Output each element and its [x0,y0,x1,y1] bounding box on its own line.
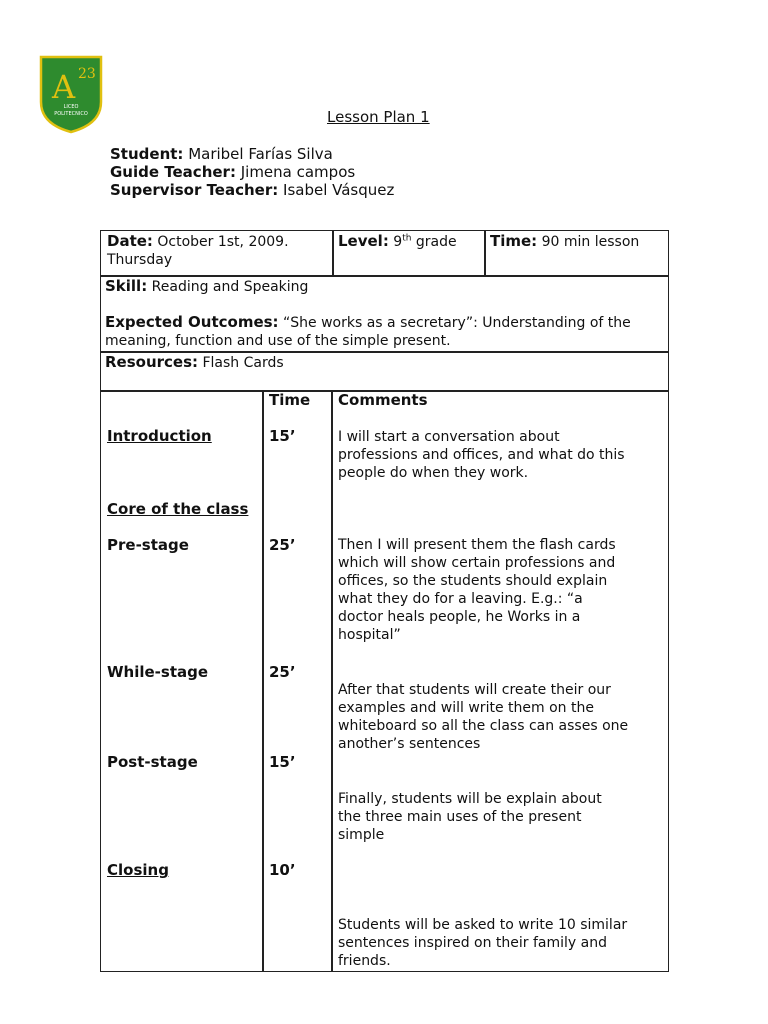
time-text: Time: 90 min lesson [490,232,640,250]
stage-core: Core of the class [107,500,249,518]
time-post: 15’ [269,753,296,771]
level-text: Level: 9th grade [338,232,457,250]
svg-text:LICEO: LICEO [63,104,79,110]
student-line: Student: Maribel Farías Silva [110,145,333,163]
skill-text: Skill: Reading and Speaking [105,277,309,295]
stage-col [100,390,264,972]
time-closing: 10’ [269,861,296,879]
header-info [110,145,394,199]
time-introduction: 15’ [269,427,296,445]
comment-closing: Students will be asked to write 10 similar sentences inspired on their family and friends. [338,917,628,969]
svg-text:A: A [52,68,76,106]
supervisor-line: Supervisor Teacher: Isabel Vásquez [110,181,395,199]
date-text: Date: October 1st, 2009. Thursday [107,232,289,268]
comment-post: Finally, students will be explain about the three main uses of the present simple [338,791,602,843]
stage-pre: Pre-stage [107,536,189,554]
time-col-header: Time [269,391,311,409]
stage-introduction: Introduction [107,427,212,445]
stage-while: While-stage [107,663,209,681]
guide-line: Guide Teacher: Jimena campos [110,163,356,181]
svg-text:POLITECNICO: POLITECNICO [54,111,88,117]
stage-post: Post-stage [107,753,198,771]
resources-text: Resources: Flash Cards [105,353,284,371]
stage-closing: Closing [107,861,169,879]
time-col [262,390,333,972]
school-logo [38,54,104,134]
comment-while: After that students will create their our examples and will write them on the whiteboard so all the class can asses one another’s sentences [338,682,629,752]
page-title: Lesson Plan 1 [327,108,430,126]
comment-introduction: I will start a conversation about professions and offices, and what do this people do when they work. [338,429,625,481]
outcomes-text: Expected Outcomes: “She works as a secretary”: Understanding of the meaning, function and use of the simple present. [105,313,631,349]
time-pre: 25’ [269,536,296,554]
time-while: 25’ [269,663,296,681]
comments-col-header: Comments [338,391,428,409]
comment-pre: Then I will present them the flash cards which will show certain professions and offices, so the students should explain what they do for a leaving. E.g.: “a doctor heals people, he Works in a hospital” [338,537,616,643]
svg-text:23: 23 [78,66,96,82]
